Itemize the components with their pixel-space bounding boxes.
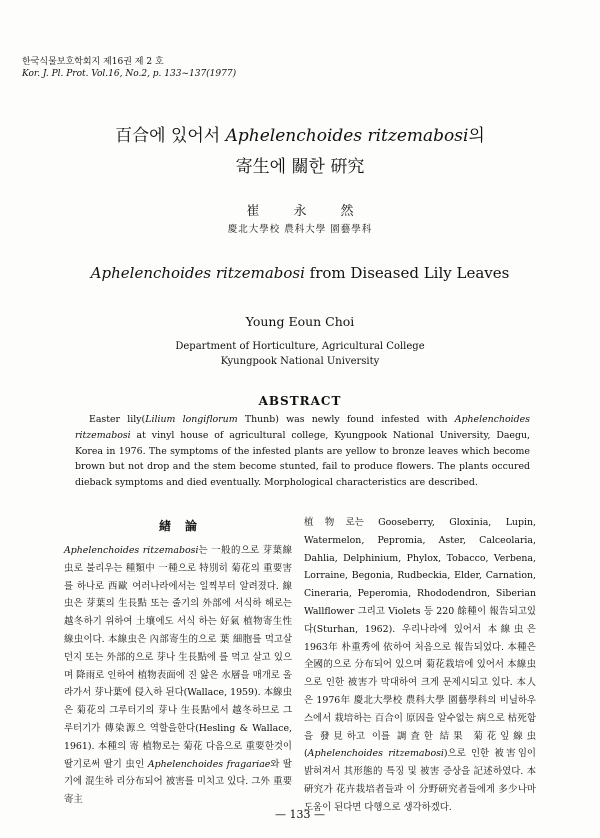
title-en-rest: from Diseased Lily Leaves (304, 264, 510, 282)
title-ko-species: Aphelenchoides ritzemabosi (225, 126, 469, 146)
title-en (0, 264, 600, 282)
intro-text-left-1: 는 一般的으로 芽葉線虫로 불리우는 種類中 一種으로 特別히 菊花의 重要害 를 하나로 西歐 여러나라에서는 일찍부터 알려졌다. 線虫은 芽葉의 生長點 또는 줄기의 外部에 서식하 해로는 越冬하기 위하여 土壤에도 서식 하는 好氣 植物寄生性 線虫이다. 本線虫은 內部寄生的으로 葉 細胞를 먹고살던지 또는 外部的으로 芽나 生長點에 를 먹고 살고 있으며 降雨로 인하여 植物表面에 진 앓은 水層을 매개로 올라가서 芽나葉에 侵入하 된다(Wallace, 1959). 本線虫은 菊花의 그루터기의 芽나 生長點에서 越冬하므로 그루터기가 傳染源으 역할을한다(Hesling & Wallace, 1961). 本種의 寄 植物로는 菊花 다음으로 重要한것이 딸기로써 딸기 虫인 (64, 545, 292, 770)
intro-species-3: Aphelenchoides ritzemabosi (307, 748, 444, 760)
abstract-body (75, 412, 530, 491)
intro-species-1: Aphelenchoides ritzemabosi (64, 545, 199, 556)
title-ko-line1 (0, 121, 600, 146)
intro-column-left (64, 542, 292, 809)
journal-citation-en: Kor. J. Pl. Prot. Vol.16, No.2, p. 133~137(1977) (22, 69, 237, 79)
abstract-host-species: Lilium longiflorum (145, 414, 238, 425)
title-en-species: Aphelenchoides ritzemabosi (90, 264, 305, 282)
journal-header (22, 56, 236, 80)
page-number: — 133 — (275, 808, 325, 821)
intro-text-right-1: 植物로는 Gooseberry, Gloxinia, Lupin, Watermelon, Pepromia, Aster, Calceolaria, Dahlia, Delphinium, Phylox, Tobacco, Verbena, Lorraine, Begonia, Rudbeckia, Elder, Carnation, Cineraria, Peperomia, Rhododendron, Siberian Wallflower 그리고 Violets 등 220 餘種이 報告되고있다(Sturhan, 1962). 우리나라에 있어서 本線虫은 1963年 朴重秀에 依하여 처음으로 報告되었다. 本種은 全國的으로 分布되어 있으며 菊花栽培에 있어서 本線虫으로 인한 被害가 막대하여 크게 문제시되고 있다. 本人은 1976年 慶北大學校 農科大學 園藝學科의 비닐하우스에서 栽培하는 百合이 原因을 알수없는 病으로 枯死함을 發見하고 이를 調査한 結果 菊花잎線虫( (304, 517, 536, 760)
abstract-nematode-species: Aphelenchoides ritzemabosi (75, 414, 530, 441)
affiliation-en-line1: Department of Horticulture, Agricultural College (175, 341, 425, 352)
abstract-heading: ABSTRACT (258, 394, 342, 408)
author-en: Young Eoun Choi (245, 314, 355, 329)
intro-text-left-2: 와 딸기에 混生하 리分布되어 被害를 미치고 있다. 그外 重要寄主 (64, 758, 292, 806)
intro-column-right (304, 514, 536, 817)
intro-paragraph-left (64, 542, 292, 809)
abstract-text-3: Thunb) was newly found infested with (237, 414, 455, 425)
intro-species-2: Aphelenchoides fragariae (147, 758, 271, 770)
title-ko-part-c: 의 (468, 126, 485, 146)
intro-text-right-2: )으로 인한 被害임이 밝혀져서 其形態的 특징 및 被害 증상을 記述하였다. 本硏究가 花卉栽培者들과 이 分野硏究者들에게 多少나마 도움이 된다면 다행으로 생각하겠다. (304, 748, 536, 813)
affiliation-ko: 慶北大學校 農科大學 園藝學科 (227, 224, 373, 235)
abstract-text-1: Easter lily( (89, 414, 146, 425)
title-ko-part-a: 百合에 있어서 (115, 126, 226, 146)
abstract-text-5: at vinyl house of agricultural college, Kyungpook National University, Daegu, Korea in 1976. The symptoms of the infested plants are yellow to bronze leaves which become brown but not drop and the stem become stunted, fail to produce flowers. The plants occured dieback symptoms and died eventually. Morphological characteristics are described. (75, 429, 530, 489)
author-ko: 崔永然 (246, 204, 388, 219)
intro-paragraph-right (304, 514, 536, 817)
title-ko-line2: 寄生에 關한 硏究 (235, 157, 365, 177)
abstract-paragraph (75, 412, 530, 491)
affiliation-en-line2: Kyungpook National University (220, 356, 380, 367)
journal-name-ko: 한국식물보호학회지 제16권 제 2 호 (22, 57, 164, 67)
intro-heading: 緖論 (158, 519, 211, 533)
